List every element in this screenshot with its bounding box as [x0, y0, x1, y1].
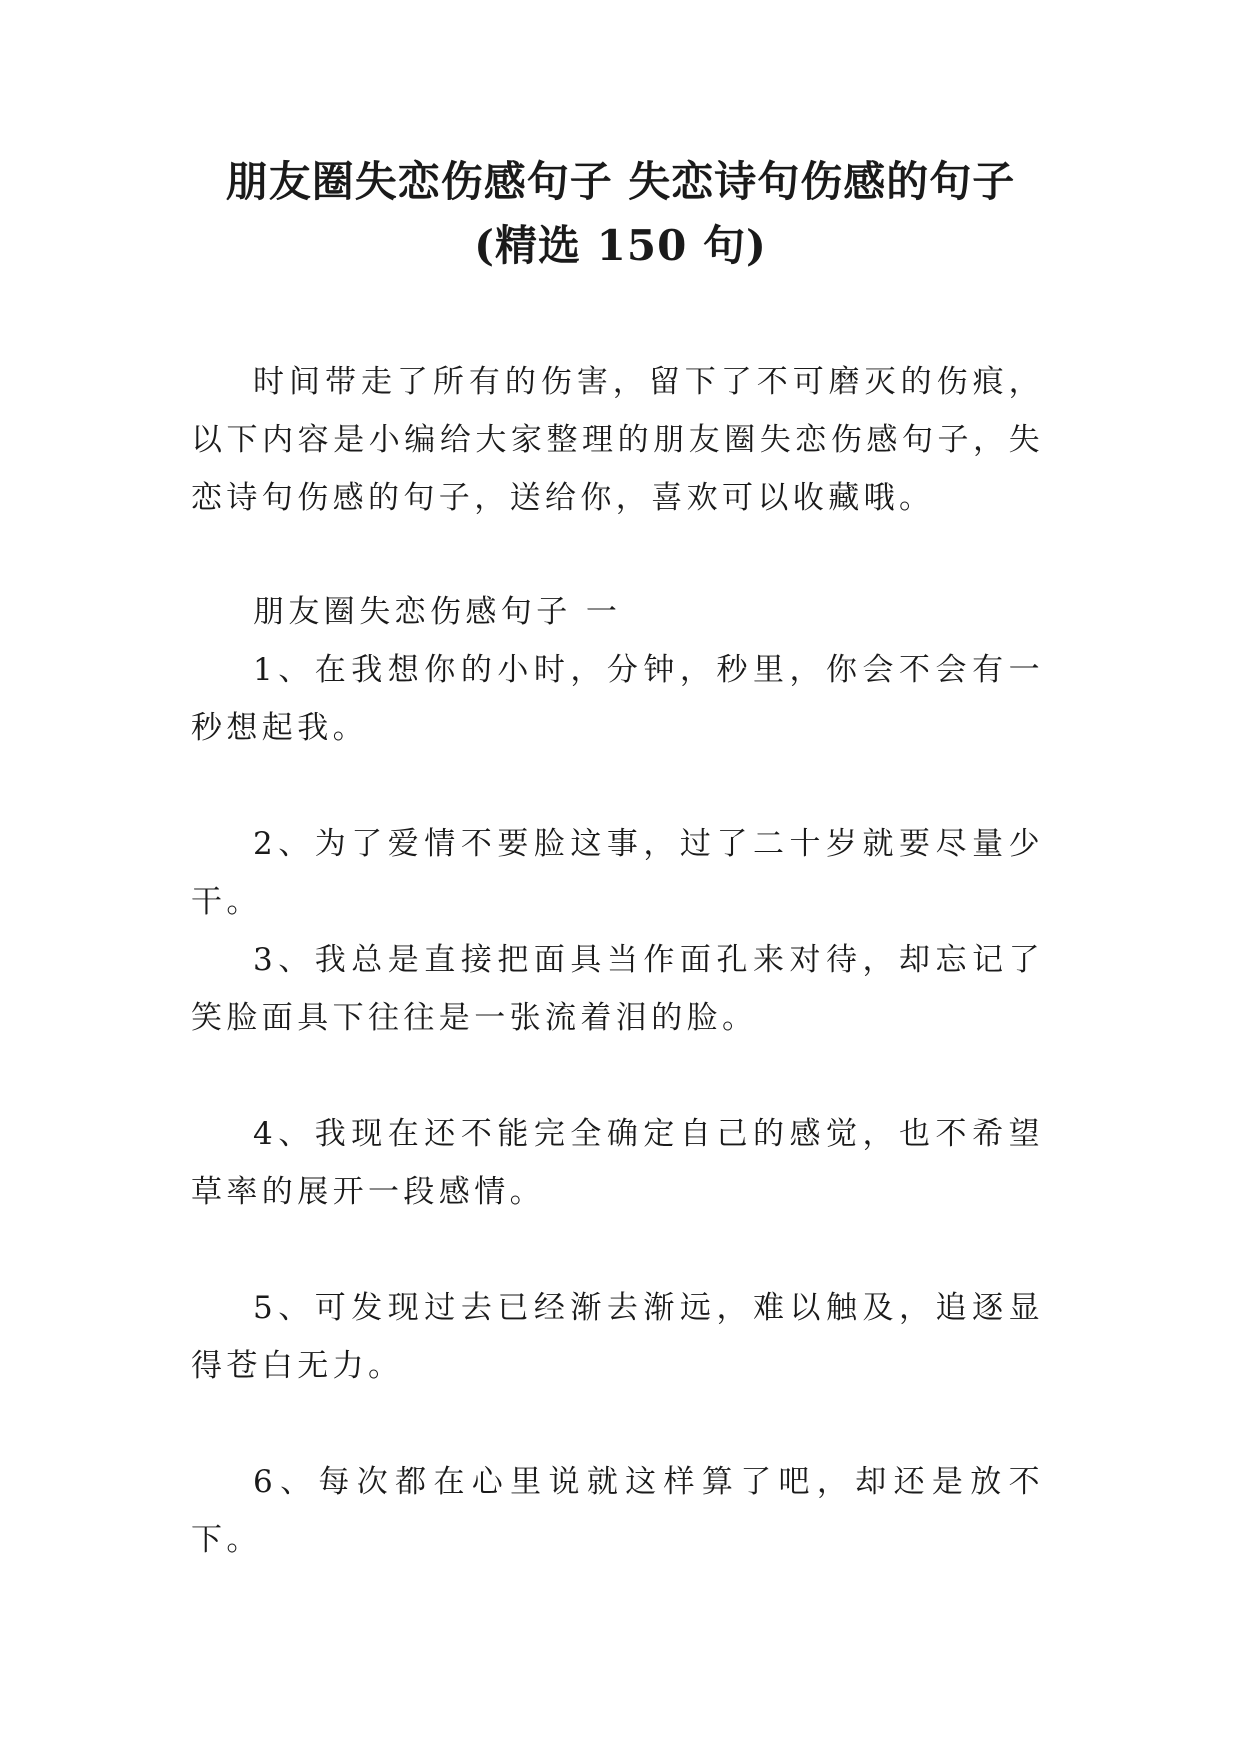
list-item: 1、在我想你的小时，分钟，秒里，你会不会有一秒想起我。	[191, 652, 1044, 746]
list-item: 3、我总是直接把面具当作面孔来对待，却忘记了笑脸面具下往往是一张流着泪的脸。	[191, 942, 1044, 1036]
list-item: 5、可发现过去已经渐去渐远，难以触及，追逐显得苍白无力。	[191, 1290, 1044, 1384]
section-heading: 朋友圈失恋伤感句子 一	[253, 594, 622, 630]
intro-paragraph: 时间带走了所有的伤害，留下了不可磨灭的伤痕，以下内容是小编给大家整理的朋友圈失恋伤感句子，失恋诗句伤感的句子，送给你，喜欢可以收藏哦。	[191, 364, 1044, 516]
title-line-1: 朋友圈失恋伤感句子 失恋诗句伤感的句子	[225, 157, 1016, 206]
list-item: 6、每次都在心里说就这样算了吧，却还是放不下。	[191, 1464, 1044, 1558]
list-item: 2、为了爱情不要脸这事，过了二十岁就要尽量少干。	[191, 826, 1044, 920]
document-title	[150, 150, 1091, 278]
title-line-2: (精选 150 句)	[474, 221, 767, 270]
list-item: 4、我现在还不能完全确定自己的感觉，也不希望草率的展开一段感情。	[191, 1116, 1044, 1210]
